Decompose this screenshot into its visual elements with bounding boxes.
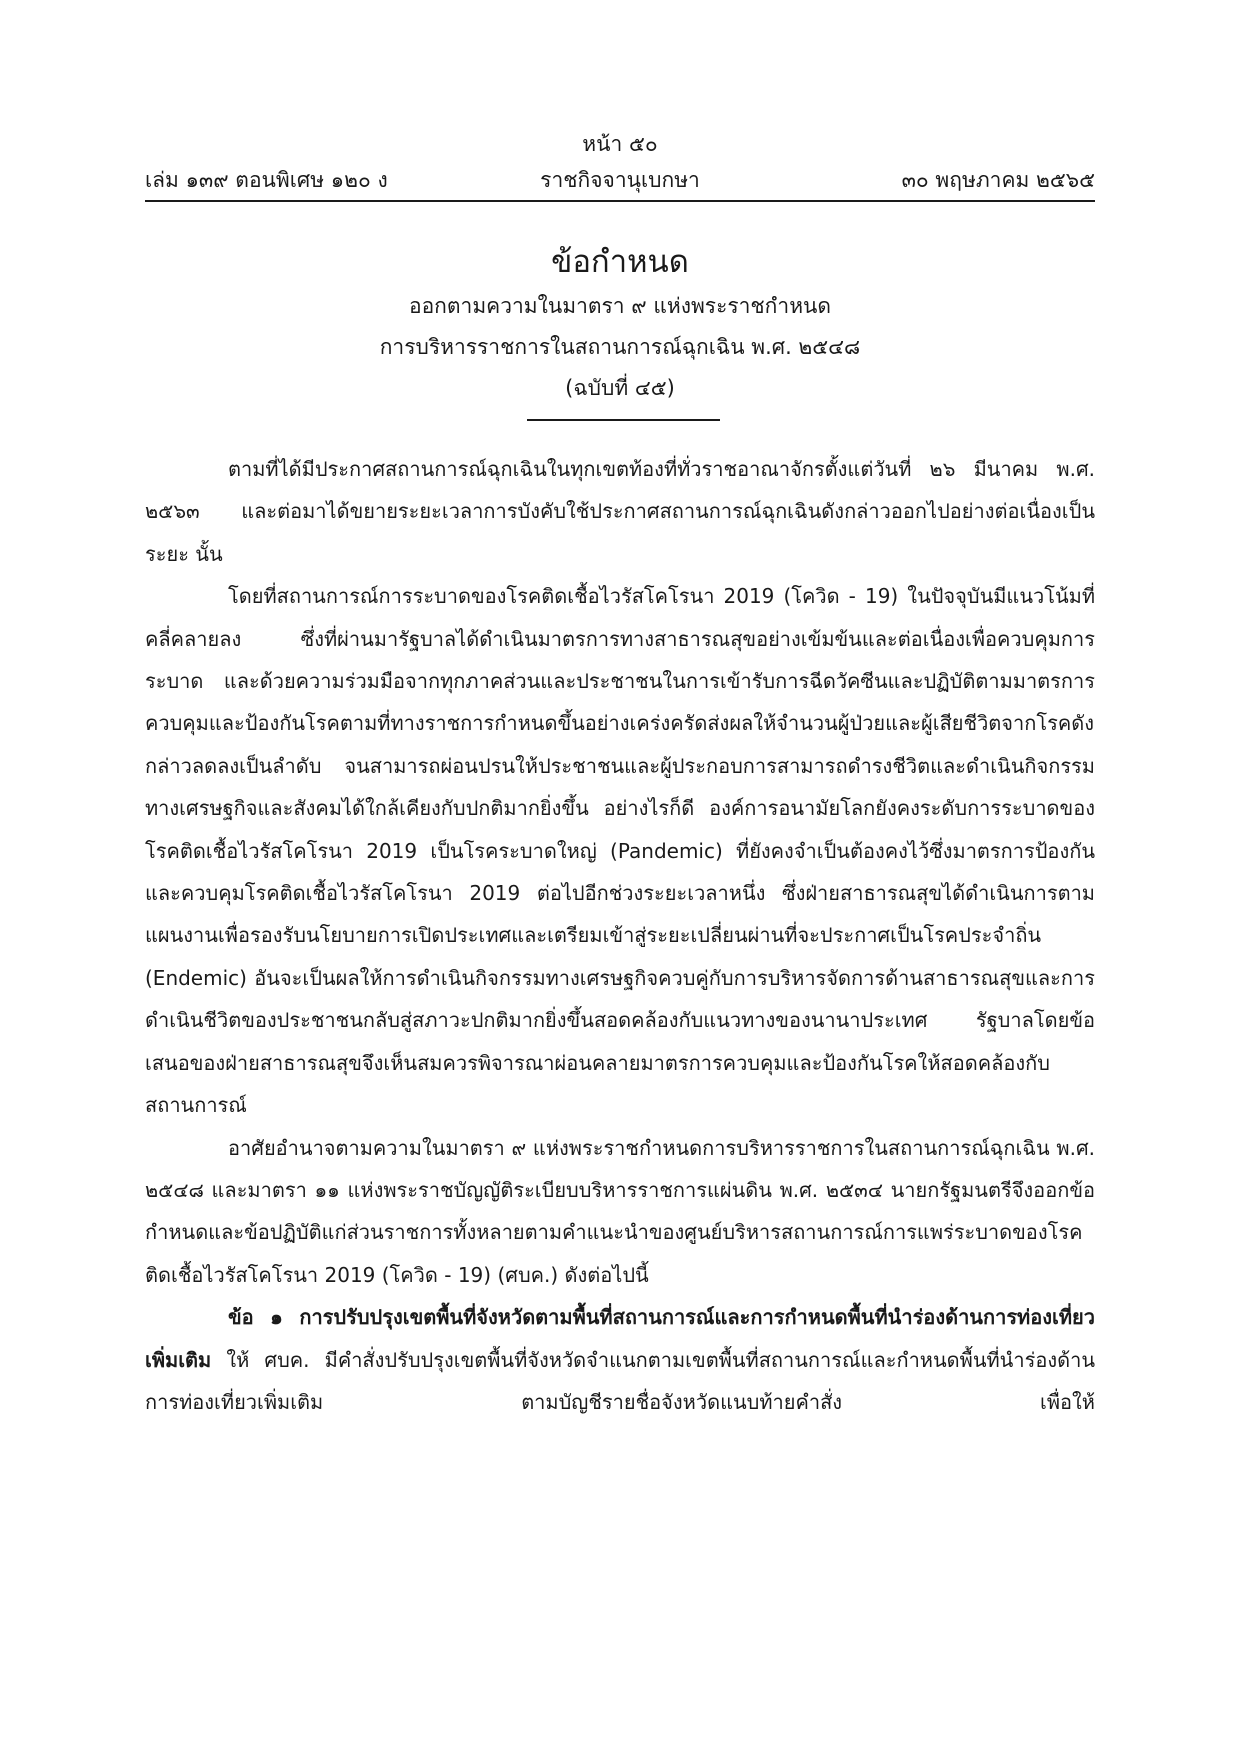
volume-info: เล่ม ๑๓๙ ตอนพิเศษ ๑๒๐ ง (145, 168, 388, 192)
gazette-header (145, 164, 1095, 194)
document-body (145, 448, 1095, 1423)
header-divider (145, 200, 1095, 202)
paragraph-preamble: ตามที่ได้มีประกาศสถานการณ์ฉุกเฉินในทุกเขตท้องที่ทั่วราชอาณาจักรตั้งแต่วันที่ ๒๖ มีนาคม พ.ศ. ๒๕๖๓ และต่อมาได้ขยายระยะเวลาการบังคับใช้ประกาศสถานการณ์ฉุกเฉินดังกล่าวออกไปอย่างต่อเนื่องเป็นระยะ นั้น (145, 457, 1095, 566)
paragraph-rationale: โดยที่สถานการณ์การระบาดของโรคติดเชื้อไวรัสโคโรนา 2019 (โควิด - 19) ในปัจจุบันมีแนวโน้มที่คลี่คลายลง ซึ่งที่ผ่านมารัฐบาลได้ดำเนินมาตรการทางสาธารณสุขอย่างเข้มข้นและต่อเนื่องเพื่อควบคุมการระบาด และด้วยความร่วมมือจากทุกภาคส่วนและประชาชนในการเข้ารับการฉีดวัคซีนและปฏิบัติตามมาตรการควบคุมและป้องกันโรคตามที่ทางราชการกำหนดขึ้นอย่างเคร่งครัดส่งผลให้จำนวนผู้ป่วยและผู้เสียชีวิตจากโรคดังกล่าวลดลงเป็นลำดับ จนสามารถผ่อนปรนให้ประชาชนและผู้ประกอบการสามารถดำรงชีวิตและดำเนินกิจกรรมทางเศรษฐกิจและสังคมได้ใกล้เคียงกับปกติมากยิ่งขึ้น อย่างไรก็ดี องค์การอนามัยโลกยังคงระดับการระบาดของโรคติดเชื้อไวรัสโคโรนา 2019 เป็นโรคระบาดใหญ่ (Pandemic) ที่ยังคงจำเป็นต้องคงไว้ซึ่งมาตรการป้องกันและควบคุมโรคติดเชื้อไวรัสโคโรนา 2019 ต่อไปอีกช่วงระยะเวลาหนึ่ง ซึ่งฝ่ายสาธารณสุขได้ดำเนินการตามแผนงานเพื่อรองรับนโยบายการเปิดประเทศและเตรียมเข้าสู่ระยะเปลี่ยนผ่านที่จะประกาศเป็นโรคประจำถิ่น (Endemic) อันจะเป็นผลให้การดำเนินกิจกรรมทางเศรษฐกิจควบคู่กับการบริหารจัดการด้านสาธารณสุขและการดำเนินชีวิตของประชาชนกลับสู่สภาวะปกติมากยิ่งขึ้นสอดคล้องกับแนวทางของนานาประเทศ รัฐบาลโดยข้อเสนอของฝ่ายสาธารณสุขจึงเห็นสมควรพิจารณาผ่อนคลายมาตรการควบคุมและป้องกันโรคให้สอดคล้องกับสถานการณ์ (145, 584, 1095, 1118)
clause-1 (145, 1296, 1095, 1423)
document-subtitle-line1: ออกตามความในมาตรา ๙ แห่งพระราชกำหนด (408, 294, 832, 318)
page-number: หน้า ๕๐ (582, 132, 658, 156)
paragraph-authority: อาศัยอำนาจตามความในมาตรา ๙ แห่งพระราชกำหนดการบริหารราชการในสถานการณ์ฉุกเฉิน พ.ศ. ๒๕๔๘ และมาตรา ๑๑ แห่งพระราชบัญญัติระเบียบบริหารราชการแผ่นดิน พ.ศ. ๒๕๓๔ นายกรัฐมนตรีจึงออกข้อกำหนดและข้อปฏิบัติแก่ส่วนราชการทั้งหลายตามคำแนะนำของศูนย์บริหารสถานการณ์การแพร่ระบาดของโรคติดเชื้อไวรัสโคโรนา 2019 (โควิด - 19) (ศบค.) ดังต่อไปนี้ (145, 1135, 1095, 1287)
gazette-name: ราชกิจจานุเบกษา (540, 168, 700, 192)
title-divider (527, 419, 720, 421)
document-title: ข้อกำหนด (551, 244, 689, 280)
document-issue-number: (ฉบับที่ ๔๕) (565, 376, 675, 400)
document-subtitle-line2: การบริหารราชการในสถานการณ์ฉุกเฉิน พ.ศ. ๒๕๔๘ (379, 335, 861, 359)
publication-date: ๓๐ พฤษภาคม ๒๕๖๕ (901, 168, 1095, 192)
clause-1-heading: ข้อ ๑ การปรับปรุงเขตพื้นที่จังหวัดตามพื้นที่สถานการณ์และการกำหนดพื้นที่นำร่องด้านการท่องเที่ยวเพิ่มเติม (145, 1305, 1095, 1372)
clause-1-text: ให้ ศบค. มีคำสั่งปรับปรุงเขตพื้นที่จังหวัดจำแนกตามเขตพื้นที่สถานการณ์และกำหนดพื้นที่นำร่องด้านการท่องเที่ยวเพิ่มเติม ตามบัญชีรายชื่อจังหวัดแนบท้ายคำสั่ง เพื่อให้ (145, 1347, 1095, 1414)
